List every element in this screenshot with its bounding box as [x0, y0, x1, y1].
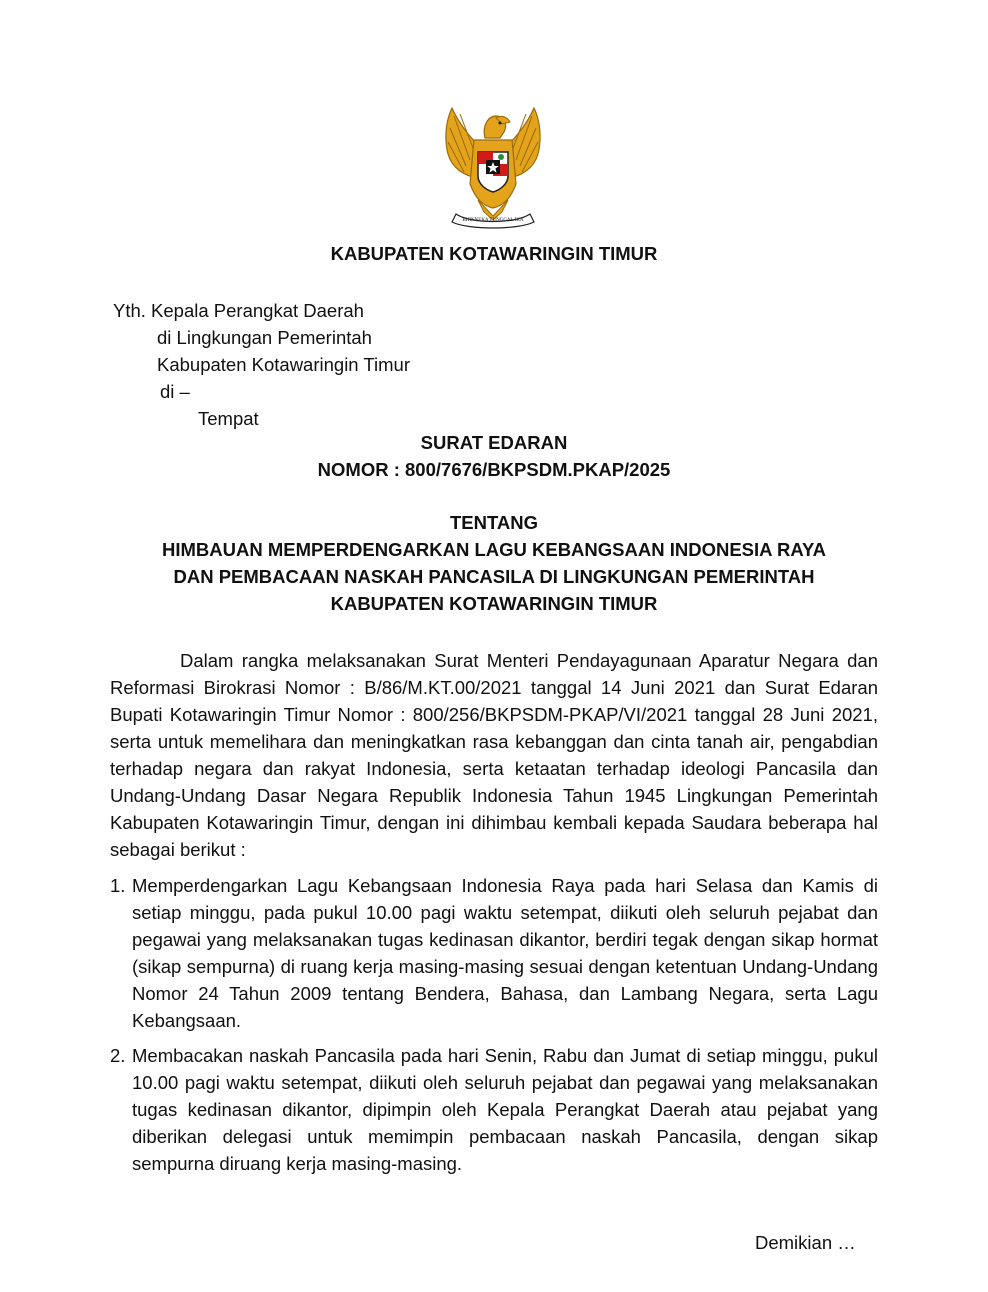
- address-line-1: Yth. Kepala Perangkat Daerah: [113, 300, 364, 321]
- emblem-motto: BHINNEKA TUNGGAL IKA: [462, 218, 524, 223]
- list-item-text: Membacakan naskah Pancasila pada hari Senin, Rabu dan Jumat di setiap minggu, pukul 10.00 pagi waktu setempat, diikuti oleh seluruh pejabat dan pegawai yang melaksanakan tugas kedinasan dikantor, dipimpin oleh Kepala Perangkat Daerah atau pejabat yang diberikan delegasi untuk memimpin pembacaan naskah Pancasila, dengan sikap sempurna diruang kerja masing-masing.: [132, 1045, 878, 1174]
- address-line-2: di Lingkungan Pemerintah: [157, 327, 372, 348]
- garuda-emblem-icon: [430, 104, 556, 232]
- closing-text: Demikian …: [755, 1232, 856, 1253]
- list-item: [110, 1042, 878, 1177]
- garuda-emblem-logo: [430, 104, 556, 232]
- address-line-5: Tempat: [198, 408, 259, 429]
- address-line-3: Kabupaten Kotawaringin Timur: [157, 354, 410, 375]
- subject-line-2: DAN PEMBACAAN NASKAH PANCASILA DI LINGKUNGAN PEMERINTAH: [173, 566, 815, 587]
- about-label: TENTANG: [449, 512, 539, 533]
- instruction-list: [110, 872, 878, 1177]
- region-heading: KABUPATEN KOTAWARINGIN TIMUR: [330, 243, 658, 264]
- intro-paragraph: [110, 647, 878, 863]
- letter-number: NOMOR : 800/7676/BKPSDM.PKAP/2025: [317, 459, 671, 480]
- letter-type: SURAT EDARAN: [420, 432, 568, 453]
- list-item-text: Memperdengarkan Lagu Kebangsaan Indonesia Raya pada hari Selasa dan Kamis di setiap minggu, pada pukul 10.00 pagi waktu setempat, diikuti oleh seluruh pejabat dan pegawai yang melaksanakan tugas kedinasan dikantor, berdiri tegak dengan sikap hormat (sikap sempurna) di ruang kerja masing-masing sesuai dengan ketentuan Undang-Undang Nomor 24 Tahun 2009 tentang Bendera, Bahasa, dan Lambang Negara, serta Lagu Kebangsaan.: [132, 875, 878, 1031]
- address-line-4: di –: [160, 381, 190, 402]
- list-item-number: 1.: [110, 875, 126, 896]
- list-item: [110, 872, 878, 1034]
- intro-text: Dalam rangka melaksanakan Surat Menteri Pendayagunaan Aparatur Negara dan Reformasi Birokrasi Nomor : B/86/M.KT.00/2021 tanggal 14 Juni 2021 dan Surat Edaran Bupati Kotawaringin Timur Nomor : 800/256/BKPSDM-PKAP/VI/2021 tanggal 28 Juni 2021, serta untuk memelihara dan meningkatkan rasa kebanggan dan cinta tanah air, pengabdian terhadap negara dan rakyat Indonesia, serta ketaatan terhadap ideologi Pancasila dan Undang-Undang Dasar Negara Republik Indonesia Tahun 1945 Lingkungan Pemerintah Kabupaten Kotawaringin Timur, dengan ini dihimbau kembali kepada Saudara beberapa hal sebagai berikut :: [110, 650, 878, 860]
- subject-line-1: HIMBAUAN MEMPERDENGARKAN LAGU KEBANGSAAN INDONESIA RAYA: [162, 539, 826, 560]
- subject-line-3: KABUPATEN KOTAWARINGIN TIMUR: [330, 593, 658, 614]
- list-item-number: 2.: [110, 1045, 126, 1066]
